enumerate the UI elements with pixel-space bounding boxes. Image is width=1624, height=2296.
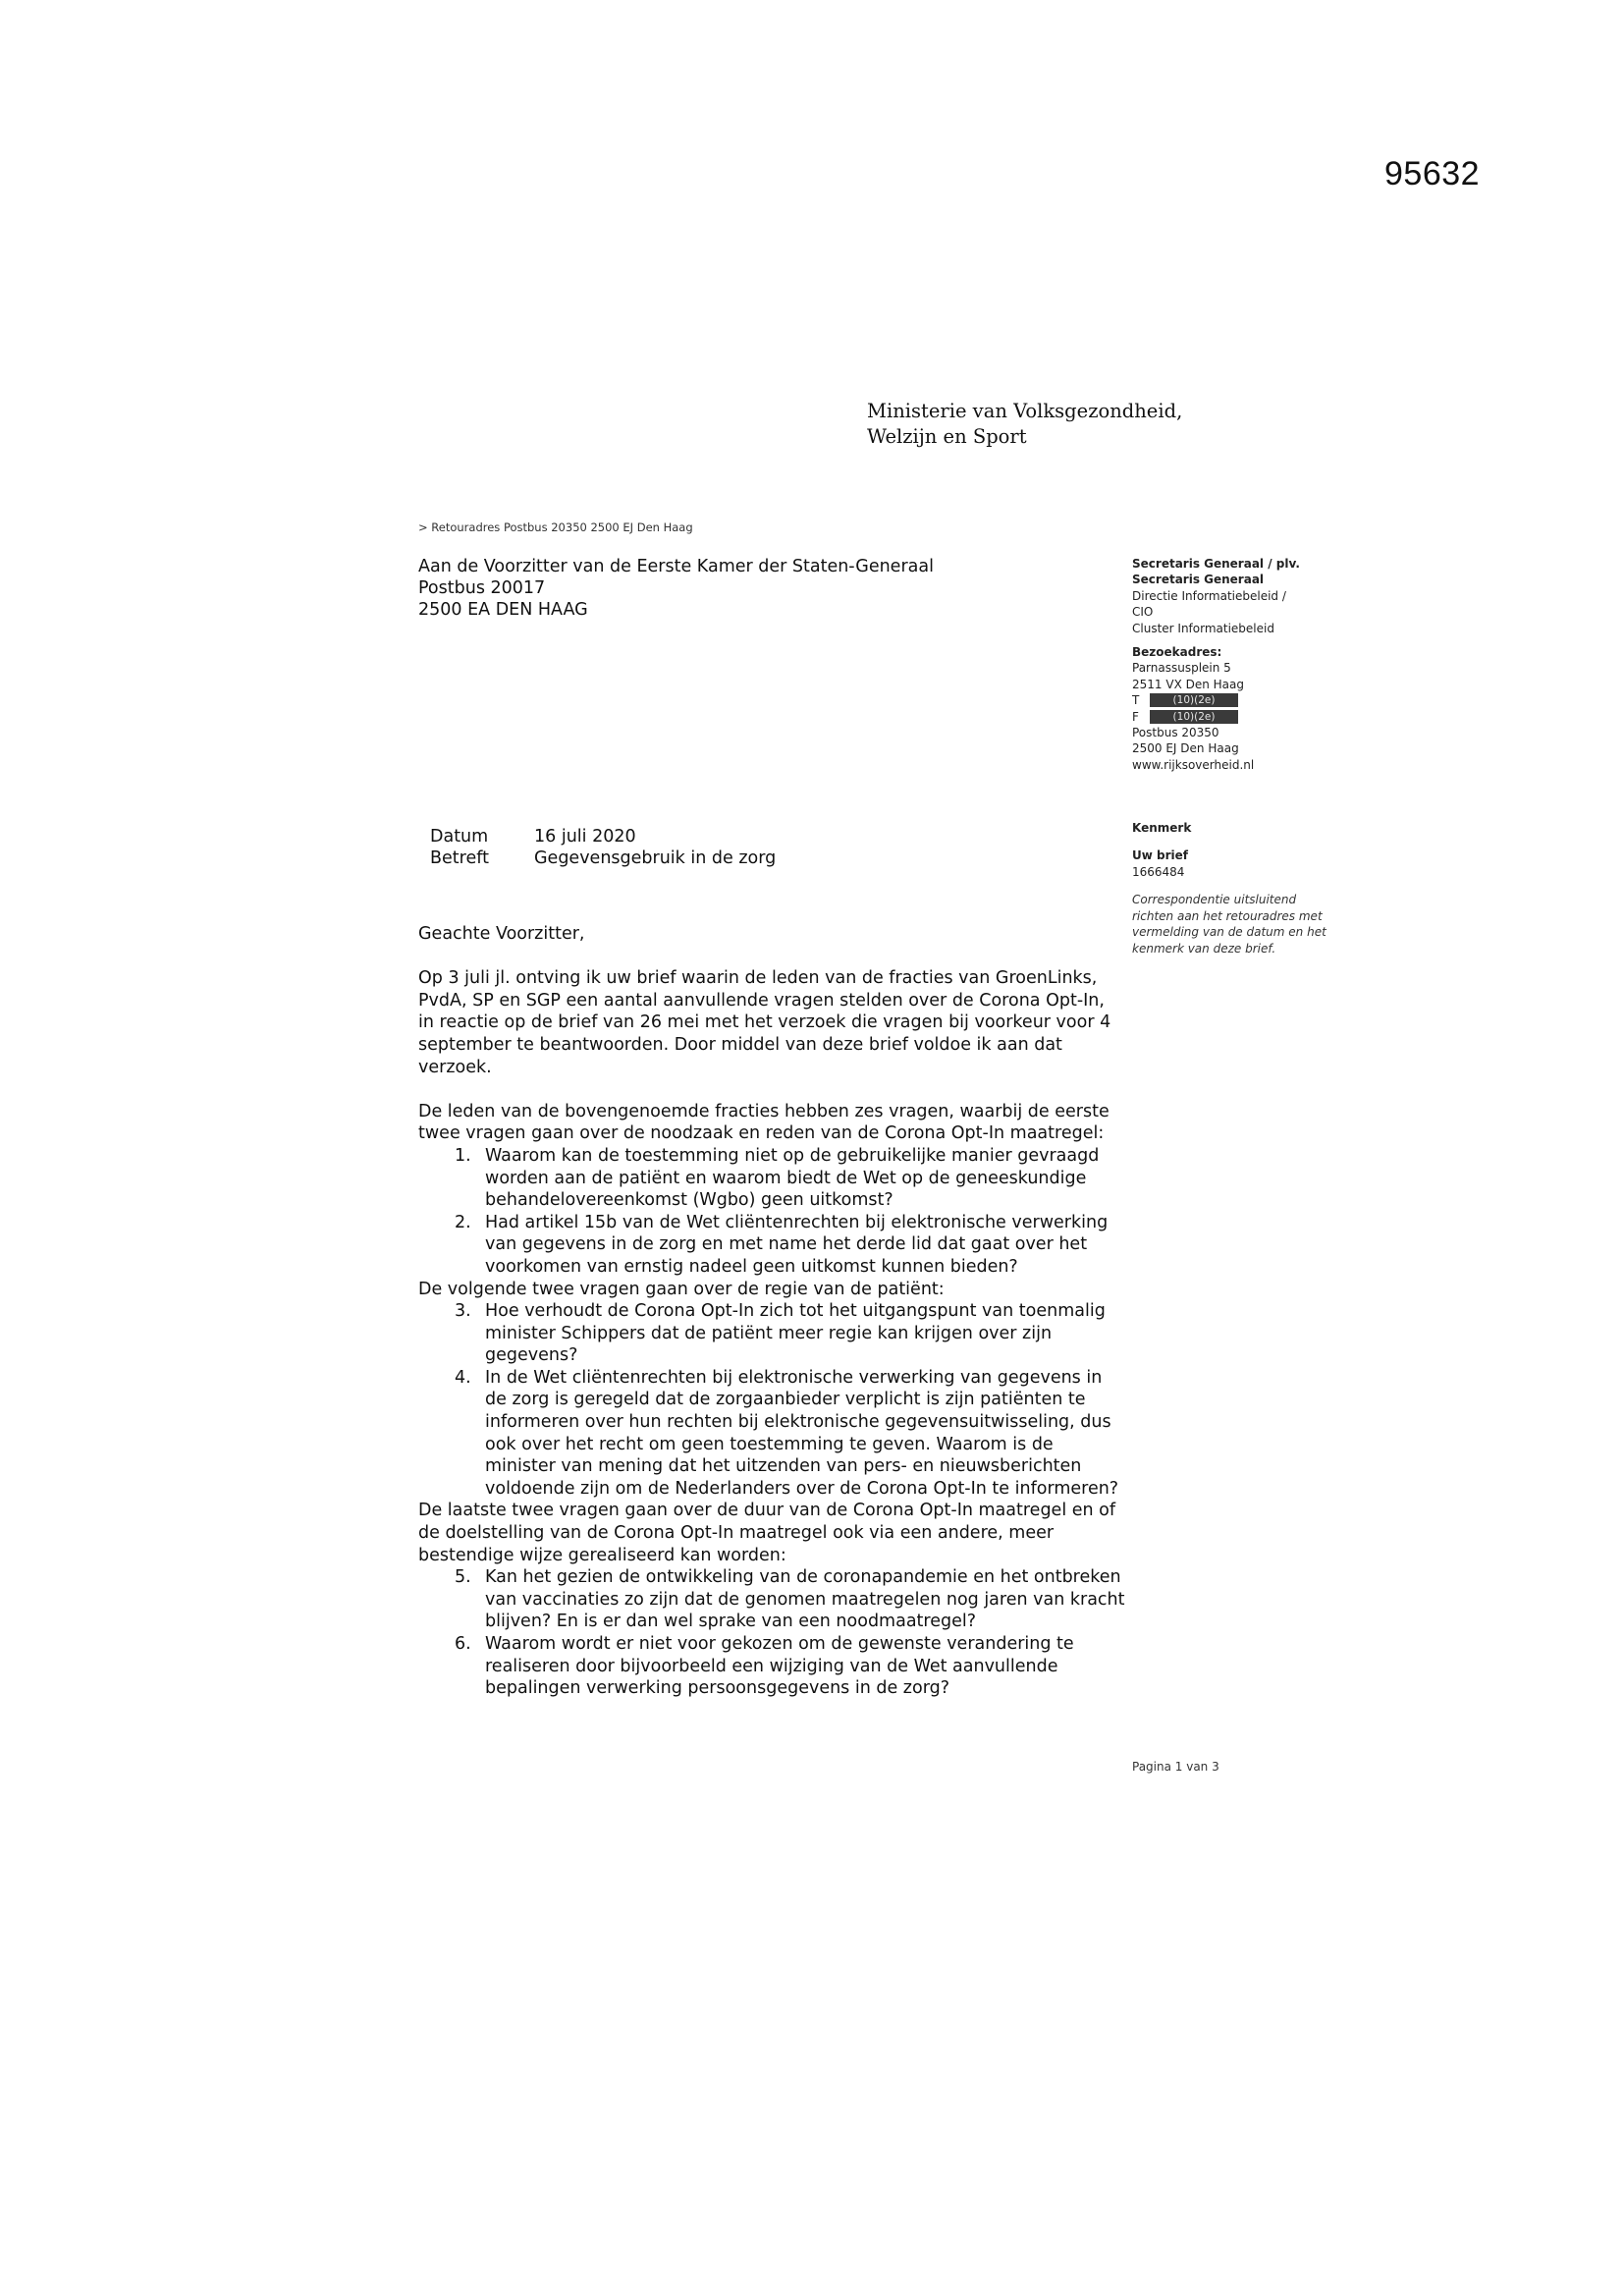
logo-line-1: Ministerie van Volksgezondheid, bbox=[867, 400, 1183, 422]
kenmerk-label: Kenmerk bbox=[1132, 821, 1192, 835]
fax-redaction: (10)(2e) bbox=[1150, 710, 1238, 724]
sidebar-dept-5: Cluster Informatiebeleid bbox=[1132, 621, 1274, 635]
phone-redaction: (10)(2e) bbox=[1150, 693, 1238, 707]
reference-sidebar bbox=[1132, 820, 1358, 957]
question-item: 3. Hoe verhoudt de Corona Opt-In zich tot het uitgangspunt van toenmalig minister Schippers dat de patiënt meer regie kan krijgen over zijn gegevens? bbox=[455, 1301, 1106, 1366]
fax-row bbox=[1132, 709, 1358, 725]
question-item: 4. In de Wet cliëntenrechten bij elektronische verwerking van gegevens in de zorg is geregeld dat de zorgaanbieder verplicht is zijn patiënten te informeren over hun rechten bij elektronische gegevensuitwisseling, dus ook over het recht om geen toestemming te geven. Waarom is de minister van mening dat het uitzenden van pers- en nieuwsberichten voldoende zijn om de Nederlanders over de Corona Opt-In te informeren? bbox=[455, 1367, 1119, 1499]
sidebar-dept-3: Directie Informatiebeleid / bbox=[1132, 588, 1286, 603]
sidebar-dept-2: Secretaris Generaal bbox=[1132, 573, 1265, 587]
section-1-intro: De leden van de bovengenoemde fracties hebben zes vragen, waarbij de eerste twee vragen gaan over de noodzaak en reden van de Corona Opt-In maatregel: bbox=[418, 1101, 1110, 1144]
sender-sidebar bbox=[1132, 556, 1358, 773]
website: www.rijksoverheid.nl bbox=[1132, 757, 1255, 772]
question-item: 1. Waarom kan de toestemming niet op de gebruikelijke manier gevraagd worden aan de patiënt en waarom biedt de Wet op de geneeskundige behandelovereenkomst (Wgbo) geen uitkomst? bbox=[455, 1145, 1100, 1211]
recipient-line-3: 2500 EA DEN HAAG bbox=[418, 600, 588, 620]
po-box: Postbus 20350 bbox=[1132, 726, 1219, 740]
letter-body bbox=[418, 923, 1125, 1700]
subject-row bbox=[430, 847, 776, 869]
page-number: Pagina 1 van 3 bbox=[1132, 1760, 1219, 1774]
correspondence-note: Correspondentie uitsluitend richten aan het retouradres met vermelding van de datum en het kenmerk van deze brief. bbox=[1132, 893, 1326, 956]
po-city: 2500 EJ Den Haag bbox=[1132, 741, 1239, 756]
question-list-2 bbox=[418, 1300, 1125, 1500]
recipient-address bbox=[418, 556, 934, 621]
date-value: 16 juli 2020 bbox=[534, 827, 636, 847]
subject-label: Betreft bbox=[430, 848, 489, 868]
question-item: 5. Kan het gezien de ontwikkeling van de coronapandemie en het ontbreken van vaccinaties zo zijn dat de genomen maatregelen nog jaren van kracht blijven? En is er dan wel sprake van een noodmaatregel? bbox=[455, 1567, 1125, 1632]
recipient-line-2: Postbus 20017 bbox=[418, 578, 546, 598]
visit-street: Parnassusplein 5 bbox=[1132, 661, 1231, 676]
ministry-logo bbox=[867, 399, 1182, 450]
document-number: 95632 bbox=[1384, 155, 1481, 192]
section-2-intro: De volgende twee vragen gaan over de regie van de patiënt: bbox=[418, 1279, 945, 1299]
visit-city: 2511 VX Den Haag bbox=[1132, 677, 1244, 691]
phone-row bbox=[1132, 692, 1358, 708]
phone-label: T bbox=[1132, 693, 1140, 708]
sidebar-dept-4: CIO bbox=[1132, 605, 1154, 620]
return-address: > Retouradres Postbus 20350 2500 EJ Den Haag bbox=[418, 520, 693, 534]
question-item: 6. Waarom wordt er niet voor gekozen om de gewenste verandering te realiseren door bijvoorbeeld een wijziging van de Wet aanvullende bepalingen verwerking persoonsgegevens in de zorg? bbox=[455, 1634, 1074, 1699]
uw-brief-label: Uw brief bbox=[1132, 848, 1188, 863]
question-item: 2. Had artikel 15b van de Wet cliëntenrechten bij elektronische verwerking van gegevens in de zorg en met name het derde lid dat gaat over het voorkomen van ernstig nadeel geen uitkomst kunnen bieden? bbox=[455, 1212, 1109, 1277]
intro-paragraph: Op 3 juli jl. ontving ik uw brief waarin de leden van de fracties van GroenLinks, PvdA, SP en SGP een aantal aanvullende vragen stelden over de Corona Opt-In, in reactie op de brief van 26 mei met het verzoek die vragen bij voorkeur voor 4 september te beantwoorden. Door middel van deze brief voldoe ik aan dat verzoek. bbox=[418, 968, 1111, 1077]
recipient-line-1: Aan de Voorzitter van de Eerste Kamer der Staten-Generaal bbox=[418, 557, 934, 576]
question-list-3 bbox=[418, 1566, 1125, 1700]
question-list-1 bbox=[418, 1145, 1125, 1279]
letter-meta bbox=[430, 826, 776, 869]
visit-address-label: Bezoekadres: bbox=[1132, 645, 1222, 660]
uw-brief-value: 1666484 bbox=[1132, 864, 1185, 879]
fax-label: F bbox=[1132, 709, 1139, 724]
date-row bbox=[430, 826, 776, 847]
sidebar-dept-1: Secretaris Generaal / plv. bbox=[1132, 557, 1300, 571]
date-label: Datum bbox=[430, 827, 489, 847]
section-3-intro: De laatste twee vragen gaan over de duur van de Corona Opt-In maatregel en of de doelstelling van de Corona Opt-In maatregel ook via een andere, meer bestendige wijze gerealiseerd kan worden: bbox=[418, 1501, 1116, 1565]
logo-line-2: Welzijn en Sport bbox=[867, 425, 1027, 448]
subject-value: Gegevensgebruik in de zorg bbox=[534, 848, 777, 868]
salutation: Geachte Voorzitter, bbox=[418, 924, 585, 944]
